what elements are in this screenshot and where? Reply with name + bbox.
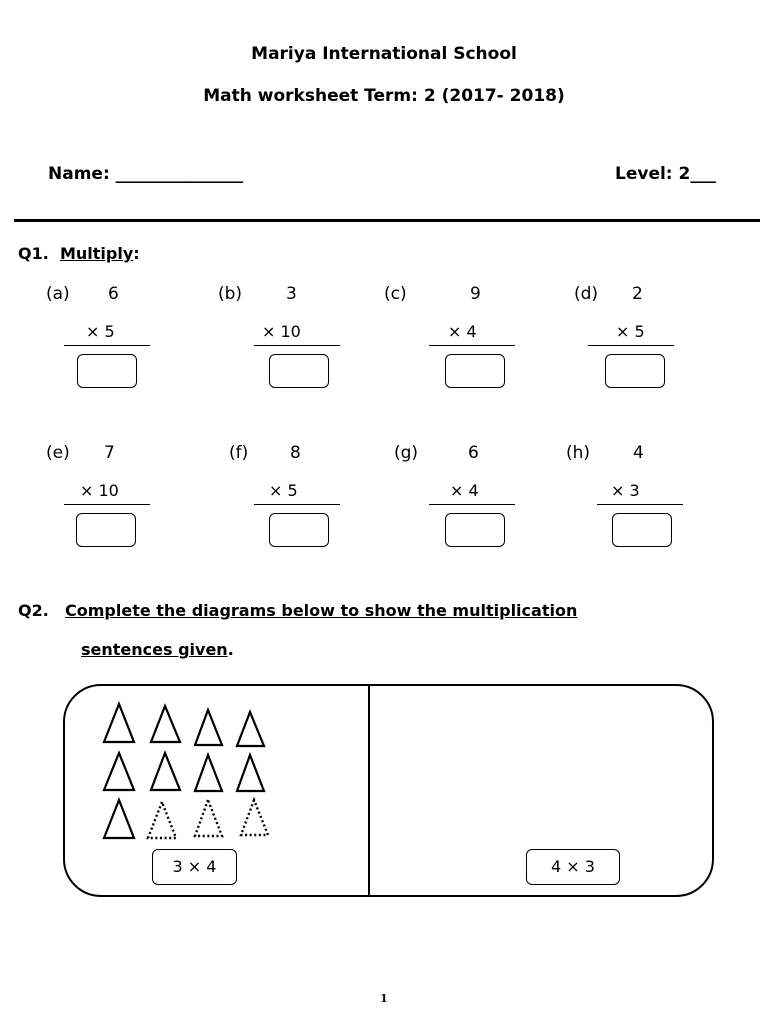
problem-multiplier: × 5: [269, 481, 298, 500]
problem-multiplier: × 4: [448, 322, 477, 341]
answer-box[interactable]: [269, 513, 329, 547]
problem-rule: [64, 345, 150, 346]
problem-letter: (c): [384, 284, 407, 304]
answer-box[interactable]: [445, 513, 505, 547]
problem-f: [229, 443, 399, 553]
answer-box[interactable]: [605, 354, 665, 388]
problem-letter: (b): [218, 284, 243, 304]
problem-number: 6: [108, 284, 119, 304]
problem-multiplier: × 5: [616, 322, 645, 341]
dotted-triangle-icon: [195, 800, 222, 836]
q1-number: Q1.: [18, 244, 49, 263]
q2-line2-text: sentences given: [81, 640, 228, 659]
q1-heading: [18, 244, 140, 263]
triangle-icon: [104, 753, 134, 790]
problem-d: [574, 284, 744, 394]
page-number: 1: [380, 992, 388, 1005]
q2-period: .: [227, 640, 234, 659]
problem-letter: (f): [229, 443, 249, 463]
q2-instruction-line2: [81, 640, 234, 659]
right-multiplication-sentence: 4 × 3: [526, 849, 620, 885]
problem-rule: [254, 345, 340, 346]
problem-h: [566, 443, 736, 553]
left-multiplication-sentence: 3 × 4: [152, 849, 237, 885]
triangle-icon: [104, 800, 134, 838]
triangle-icon: [237, 712, 264, 746]
problem-rule: [254, 504, 340, 505]
dotted-triangle-icon: [148, 802, 176, 838]
triangle-icon: [237, 755, 264, 791]
triangle-icon: [151, 753, 180, 790]
answer-box[interactable]: [612, 513, 672, 547]
problem-c: [384, 284, 554, 394]
dotted-triangle-icon: [241, 800, 268, 835]
problem-multiplier: × 5: [86, 322, 115, 341]
problem-number: 3: [286, 284, 297, 304]
answer-box[interactable]: [269, 354, 329, 388]
worksheet-subtitle: Math worksheet Term: 2 (2017- 2018): [203, 86, 565, 106]
problem-multiplier: × 10: [262, 322, 301, 341]
q2-instruction-line1: Complete the diagrams below to show the multiplication: [65, 601, 578, 620]
q1-title: Multiply: [59, 244, 134, 263]
problem-letter: (e): [46, 443, 70, 463]
problem-rule: [429, 345, 515, 346]
problem-e: [46, 443, 216, 553]
diagram-divider: [368, 684, 370, 897]
problem-rule: [588, 345, 674, 346]
problem-number: 4: [633, 443, 644, 463]
problem-number: 7: [104, 443, 115, 463]
problem-letter: (d): [574, 284, 599, 304]
q1-colon: :: [133, 244, 140, 263]
problem-rule: [597, 504, 683, 505]
q2-number: Q2.: [18, 601, 49, 620]
school-name: Mariya International School: [251, 44, 517, 64]
answer-box[interactable]: [77, 354, 137, 388]
problem-b: [218, 284, 388, 394]
problem-letter: (a): [46, 284, 70, 304]
problem-multiplier: × 3: [611, 481, 640, 500]
problem-a: [46, 284, 216, 394]
problem-number: 9: [470, 284, 481, 304]
triangle-icon: [151, 706, 180, 742]
problem-number: 6: [468, 443, 479, 463]
triangle-icon: [195, 755, 222, 791]
answer-box[interactable]: [76, 513, 136, 547]
header-divider: [14, 219, 760, 222]
problem-multiplier: × 4: [450, 481, 479, 500]
triangle-icon: [104, 704, 134, 742]
problem-letter: (g): [394, 443, 419, 463]
name-field-label: Name: _______________: [48, 164, 244, 184]
level-field-label: Level: 2___: [615, 164, 716, 184]
problem-number: 2: [632, 284, 643, 304]
answer-box[interactable]: [445, 354, 505, 388]
problem-rule: [429, 504, 515, 505]
problem-letter: (h): [566, 443, 591, 463]
problem-multiplier: × 10: [80, 481, 119, 500]
triangle-array: [96, 698, 286, 844]
triangle-icon: [195, 710, 222, 745]
problem-rule: [64, 504, 150, 505]
problem-g: [394, 443, 564, 553]
problem-number: 8: [290, 443, 301, 463]
